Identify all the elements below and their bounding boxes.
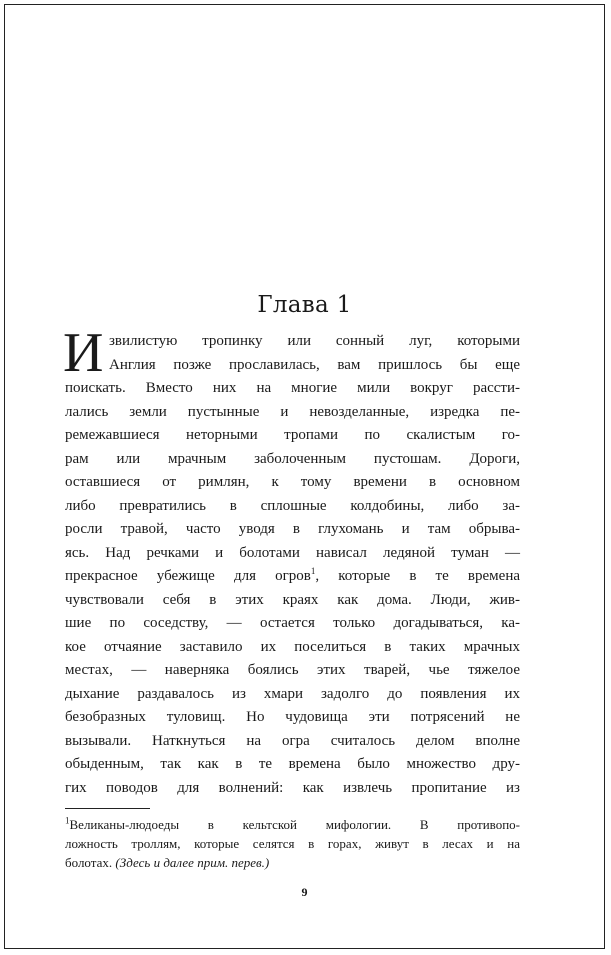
text-line: лались земли пустынные и невозделанные, изредка пе- xyxy=(65,403,520,420)
text-fragment: , которые в те времена xyxy=(315,568,520,584)
text-line: поискать. Вместо них на многие мили вокруг рассти- xyxy=(65,380,520,396)
page-number: 9 xyxy=(301,885,308,899)
text-line-with-footnote xyxy=(65,565,520,589)
footnote-line xyxy=(65,853,520,872)
text-line: оставшиеся от римлян, к тому времени в основном xyxy=(65,474,520,490)
text-line: вызывали. Наткнуться на огра считалось делом вполне xyxy=(65,732,520,749)
book-page xyxy=(4,4,605,949)
footnote-line: ложность троллям, которые селятся в горах, живут в лесах и на xyxy=(65,836,520,851)
text-line: чувствовали себя в этих краях как дома. Люди, жив- xyxy=(65,591,520,608)
text-line: кое отчаяние заставило их поселиться в таких мрачных xyxy=(65,638,520,655)
text-line: шие по соседству, — остается только догадываться, ка- xyxy=(65,615,520,631)
text-line: ремежавшиеся неторными тропами по скалистым го- xyxy=(65,427,520,443)
translator-note: (Здесь и далее прим. перев.) xyxy=(115,855,270,870)
footnote-reference: 1 xyxy=(310,566,316,576)
text-line: Англия позже прославилась, вам пришлось бы еще xyxy=(109,356,520,373)
text-line: местах, — наверняка боялись этих тварей, чье тяжелое xyxy=(65,662,520,678)
footnote-divider xyxy=(65,808,150,809)
text-fragment: прекрасное убежище для огров xyxy=(65,568,311,584)
text-line: рам или мрачным заболоченным пустошам. Дороги, xyxy=(65,450,520,467)
text-line: безобразных туловищ. Но чудовища эти потрясений не xyxy=(65,709,520,725)
body-text xyxy=(63,322,520,800)
text-line: ясь. Над речками и болотами нависал ледяной туман — xyxy=(65,544,520,561)
text-line: росли травой, часто уводя в глухомань и там обрыва- xyxy=(65,521,520,537)
chapter-title: Глава 1 xyxy=(257,292,352,318)
text-line: гих поводов для волнений: как извлечь пропитание из xyxy=(65,779,520,796)
footnote-marker: 1 xyxy=(65,815,70,826)
footnote xyxy=(65,815,520,872)
footnote-line xyxy=(65,815,520,834)
text-line: либо превратились в сплошные колдобины, либо за- xyxy=(65,497,520,514)
footnote-text: болотах. xyxy=(65,855,116,870)
text-line: звилистую тропинку или сонный луг, которыми xyxy=(109,333,520,349)
footnote-text: Великаны-людоеды в кельтской мифологии. В противопо- xyxy=(69,817,520,832)
drop-cap: И xyxy=(63,322,104,384)
text-line: обыденным, так как в те времена было множество дру- xyxy=(65,756,520,772)
text-line: дыхание раздавалось из хмари задолго до появления их xyxy=(65,685,520,702)
